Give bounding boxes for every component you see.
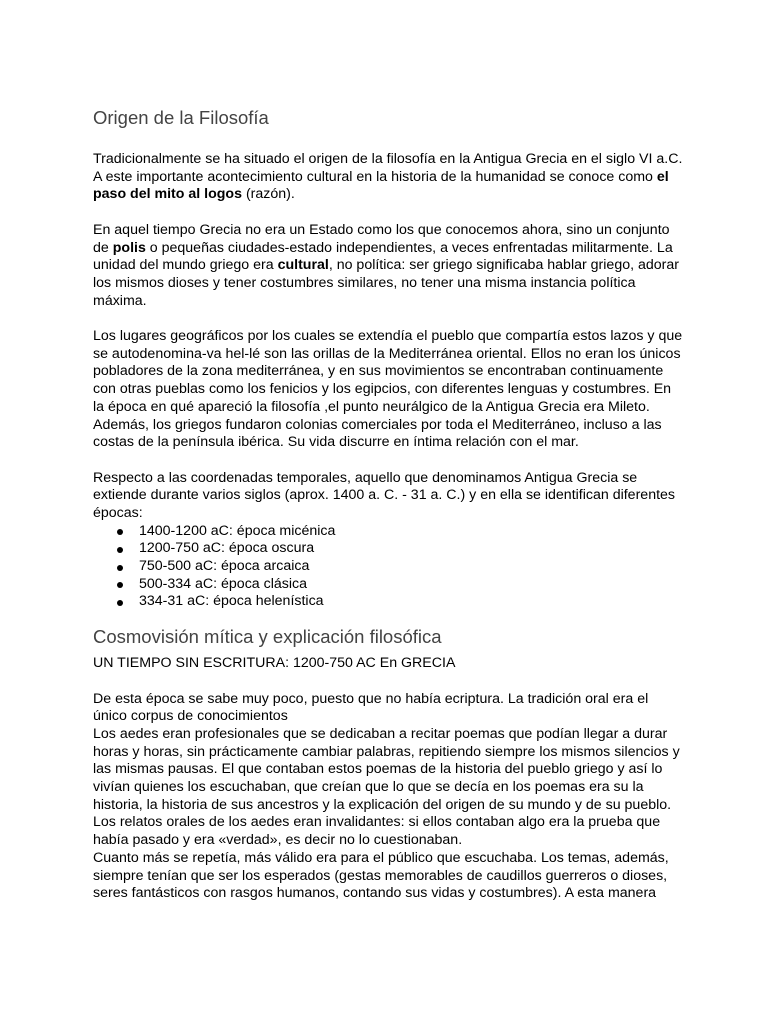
document-content	[93, 106, 683, 903]
list-item-text: 750-500 aC: época arcaica	[139, 558, 310, 575]
paragraph-intro-end: (razón).	[242, 186, 295, 203]
list-item	[93, 540, 683, 558]
paragraph-polis-text-1: En aquel tiempo Grecia no era un Estado como los que conocemos ahora, sino un conjunto de	[93, 221, 670, 256]
paragraph-intro	[93, 151, 683, 204]
list-item	[93, 576, 683, 594]
heading-cosmovision: Cosmovisión mítica y explicación filosófica	[93, 626, 442, 648]
list-item-text: 334-31 aC: época helenística	[139, 593, 324, 610]
paragraph-polis-text-2: o pequeñas ciudades-estado independientes, a veces enfrentadas militarmente. La unidad del mundo griego era	[93, 239, 673, 274]
list-item-text: 1200-750 aC: época oscura	[139, 540, 315, 557]
bold-paso-mito-logos: el paso del mito al logos	[93, 168, 669, 203]
bullet-icon	[117, 547, 123, 553]
paragraph-coordenadas: Respecto a las coordenadas temporales, aquello que denominamos Antigua Grecia se extiende durante varios siglos (aprox. 1400 a. C. - 31 a. C.) y en ella se identifican diferentes épocas:	[93, 469, 676, 522]
paragraph-relatos: Los relatos orales de los aedes eran invalidantes: si ellos contaban algo era la prueba que había pasado y era «verdad», es decir no lo cuestionaban.	[93, 814, 661, 849]
list-item-text: 1400-1200 aC: época micénica	[139, 522, 336, 539]
list-item	[93, 523, 683, 541]
bullet-icon	[117, 529, 123, 535]
epoch-list	[93, 523, 683, 611]
bullet-icon	[117, 582, 123, 588]
bullet-icon	[117, 565, 123, 571]
bullet-icon	[117, 600, 123, 606]
paragraph-geografia: Los lugares geográficos por los cuales se extendía el pueblo que compartía estos lazos y que se autodenomina-va hel-lé son las orillas de la Mediterránea oriental. Ellos no eran los únicos pobladores de la zona mediterránea, y en sus movimientos se encontraban continuamente con otras pueblas como los fenicios y los egipcios, con diferentes lenguas y costumbres. En la época en qué apareció la filosofía ,el punto neurálgico de la Antigua Grecia era Mileto. Además, los griegos fundaron colonias comerciales por toda el Mediterráneo, incluso a las costas de la península ibérica. Su vida discurre en íntima relación con el mar.	[93, 328, 683, 451]
list-item	[93, 558, 683, 576]
paragraph-repeticion: Cuanto más se repetía, más válido era para el público que escuchaba. Los temas, además, siempre tenían que ser los esperados (gestas memorables de caudillos guerreros o dioses, seres fantásticos con rasgos humanos, contando sus vidas y costumbres). A esta manera	[93, 849, 669, 902]
list-item-text: 500-334 aC: época clásica	[139, 575, 307, 592]
paragraph-intro-text: Tradicionalmente se ha situado el origen de la filosofía en la Antigua Grecia en el siglo VI a.C. A este importante acontecimiento cultural en la historia de la humanidad se conoce como	[93, 151, 683, 185]
paragraph-polis	[93, 222, 683, 311]
bold-polis: polis	[112, 239, 146, 256]
subheading-tiempo-sin-escritura: UN TIEMPO SIN ESCRITURA: 1200-750 AC En GRECIA	[93, 655, 456, 672]
heading-origen: Origen de la Filosofía	[93, 107, 269, 128]
paragraph-aedes: Los aedes eran profesionales que se dedicaban a recitar poemas que podían llegar a durar horas y horas, sin prácticamente cambiar palabras, repitiendo siempre los mismos silencios y las mismas pausas. El que contaban estos poemas de la historia del pueblo griego y así lo vivían quienes los escuchaban, que creían que lo que se decía en los poemas era su la historia, la historia de sus ancestros y la explicación del origen de su mundo y de su pueblo.	[93, 725, 680, 813]
bold-cultural: cultural	[277, 257, 329, 274]
list-item	[93, 593, 683, 611]
paragraph-polis-text-3: , no política: ser griego significaba hablar griego, adorar los mismos dioses y tener costumbres similares, no tener una misma instancia política máxima.	[93, 257, 679, 309]
paragraph-epoca-line-1: De esta época se sabe muy poco, puesto que no había ecriptura. La tradición oral era el único corpus de conocimientos	[93, 690, 649, 725]
